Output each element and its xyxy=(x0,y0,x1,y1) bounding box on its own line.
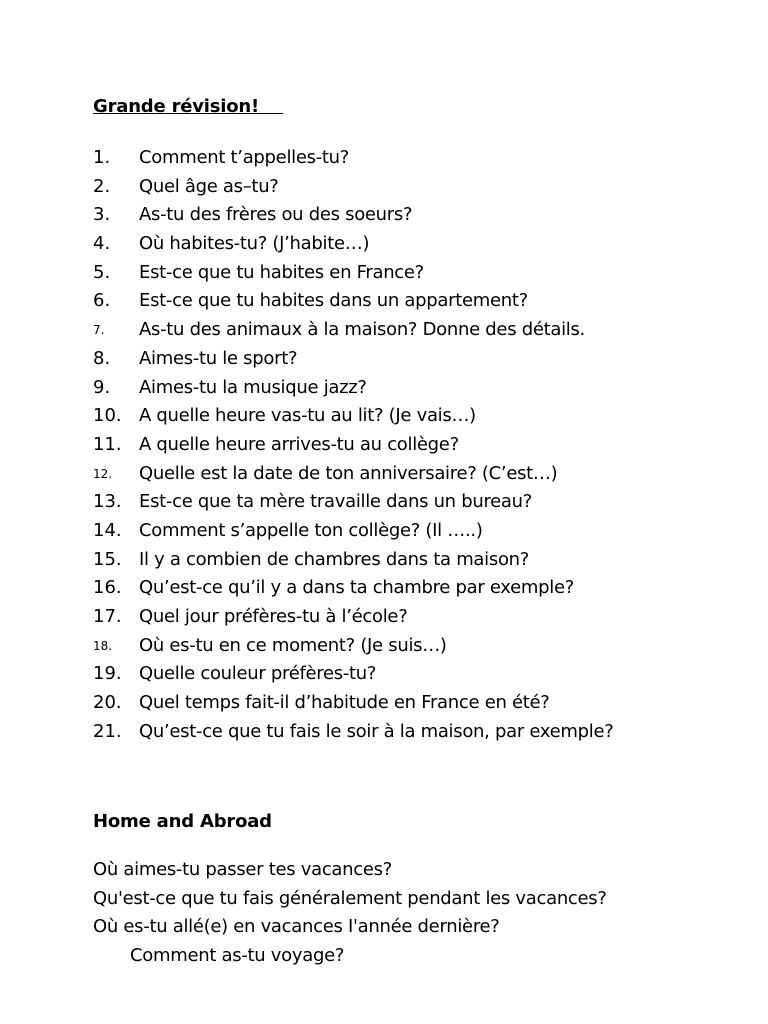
question-text: Comment s’appelle ton collège? (Il …..) xyxy=(139,519,483,541)
question-item xyxy=(93,460,753,489)
question-item xyxy=(93,144,753,173)
question-number: 7. xyxy=(93,323,105,338)
section-title-home-abroad: Home and Abroad xyxy=(93,811,272,832)
question-number: 13. xyxy=(93,491,122,513)
question-number: 6. xyxy=(93,290,111,312)
question-number: 16. xyxy=(93,577,122,599)
question-item xyxy=(93,345,753,374)
question-text: A quelle heure vas-tu au lit? (Je vais…) xyxy=(139,405,476,427)
question-number: 20. xyxy=(93,692,122,714)
question-text: Qu’est-ce que tu fais le soir à la maison, par exemple? xyxy=(139,720,614,742)
question-item xyxy=(93,230,753,259)
question-item xyxy=(93,402,753,431)
question-number: 9. xyxy=(93,376,111,398)
question-text: Quel âge as–tu? xyxy=(139,175,279,197)
question-list xyxy=(93,144,753,746)
question-text: Aimes-tu la musique jazz? xyxy=(139,376,367,398)
question-text: Est-ce que tu habites dans un appartement? xyxy=(139,290,528,312)
question-text: Quelle est la date de ton anniversaire? (C’est…) xyxy=(139,462,558,484)
question-number: 21. xyxy=(93,720,122,742)
question-text: Quel jour préfères-tu à l’école? xyxy=(139,606,408,627)
home-abroad-list xyxy=(93,856,753,971)
question-item xyxy=(93,287,753,316)
question-item xyxy=(93,603,753,632)
question-item xyxy=(93,660,753,689)
question-item xyxy=(93,632,753,661)
question-item xyxy=(93,374,753,403)
question-number: 15. xyxy=(93,548,122,570)
question-text: A quelle heure arrives-tu au collège? xyxy=(139,433,459,455)
home-abroad-question: Où es-tu allé(e) en vacances I'année dernière? xyxy=(93,916,500,938)
question-number: 2. xyxy=(93,175,111,197)
question-text: Est-ce que ta mère travaille dans un bureau? xyxy=(139,491,533,513)
question-text: Il y a combien de chambres dans ta maison? xyxy=(139,548,530,570)
question-item xyxy=(93,689,753,718)
question-number: 3. xyxy=(93,204,111,226)
question-item xyxy=(93,173,753,202)
question-text: Quel temps fait-il d’habitude en France en été? xyxy=(139,692,550,714)
question-item xyxy=(93,431,753,460)
question-text: As-tu des animaux à la maison? Donne des détails. xyxy=(139,319,585,341)
section-title-grande-revision: Grande révision! xyxy=(93,96,284,117)
question-number: 17. xyxy=(93,606,122,627)
question-text: As-tu des frères ou des soeurs? xyxy=(139,204,413,226)
question-number: 12. xyxy=(93,466,113,481)
question-item xyxy=(93,488,753,517)
question-text: Aimes-tu le sport? xyxy=(139,347,298,369)
question-number: 10. xyxy=(93,405,122,427)
home-abroad-question: Comment as-tu voyage? xyxy=(130,945,345,967)
question-text: Quelle couleur préfères-tu? xyxy=(139,663,377,685)
question-text: Où habites-tu? (J’habite…) xyxy=(139,233,370,255)
question-number: 4. xyxy=(93,233,111,255)
question-item xyxy=(93,201,753,230)
question-number: 14. xyxy=(93,519,122,541)
question-item xyxy=(93,546,753,575)
question-text: Est-ce que tu habites en France? xyxy=(139,261,424,283)
question-item xyxy=(93,517,753,546)
question-item xyxy=(93,718,753,747)
question-item xyxy=(93,316,753,345)
home-abroad-question: Où aimes-tu passer tes vacances? xyxy=(93,859,392,880)
question-number: 1. xyxy=(93,147,111,168)
question-item xyxy=(93,259,753,288)
question-number: 18. xyxy=(93,638,113,653)
question-number: 19. xyxy=(93,663,122,685)
question-item xyxy=(93,574,753,603)
question-text: Qu’est-ce qu’il y a dans ta chambre par exemple? xyxy=(139,577,574,599)
question-text: Où es-tu en ce moment? (Je suis…) xyxy=(139,634,447,656)
question-number: 8. xyxy=(93,347,111,369)
question-text: Comment t’appelles-tu? xyxy=(139,147,350,168)
home-abroad-question: Qu'est-ce que tu fais généralement pendant les vacances? xyxy=(93,887,607,909)
question-number: 5. xyxy=(93,261,111,283)
question-number: 11. xyxy=(93,433,122,455)
